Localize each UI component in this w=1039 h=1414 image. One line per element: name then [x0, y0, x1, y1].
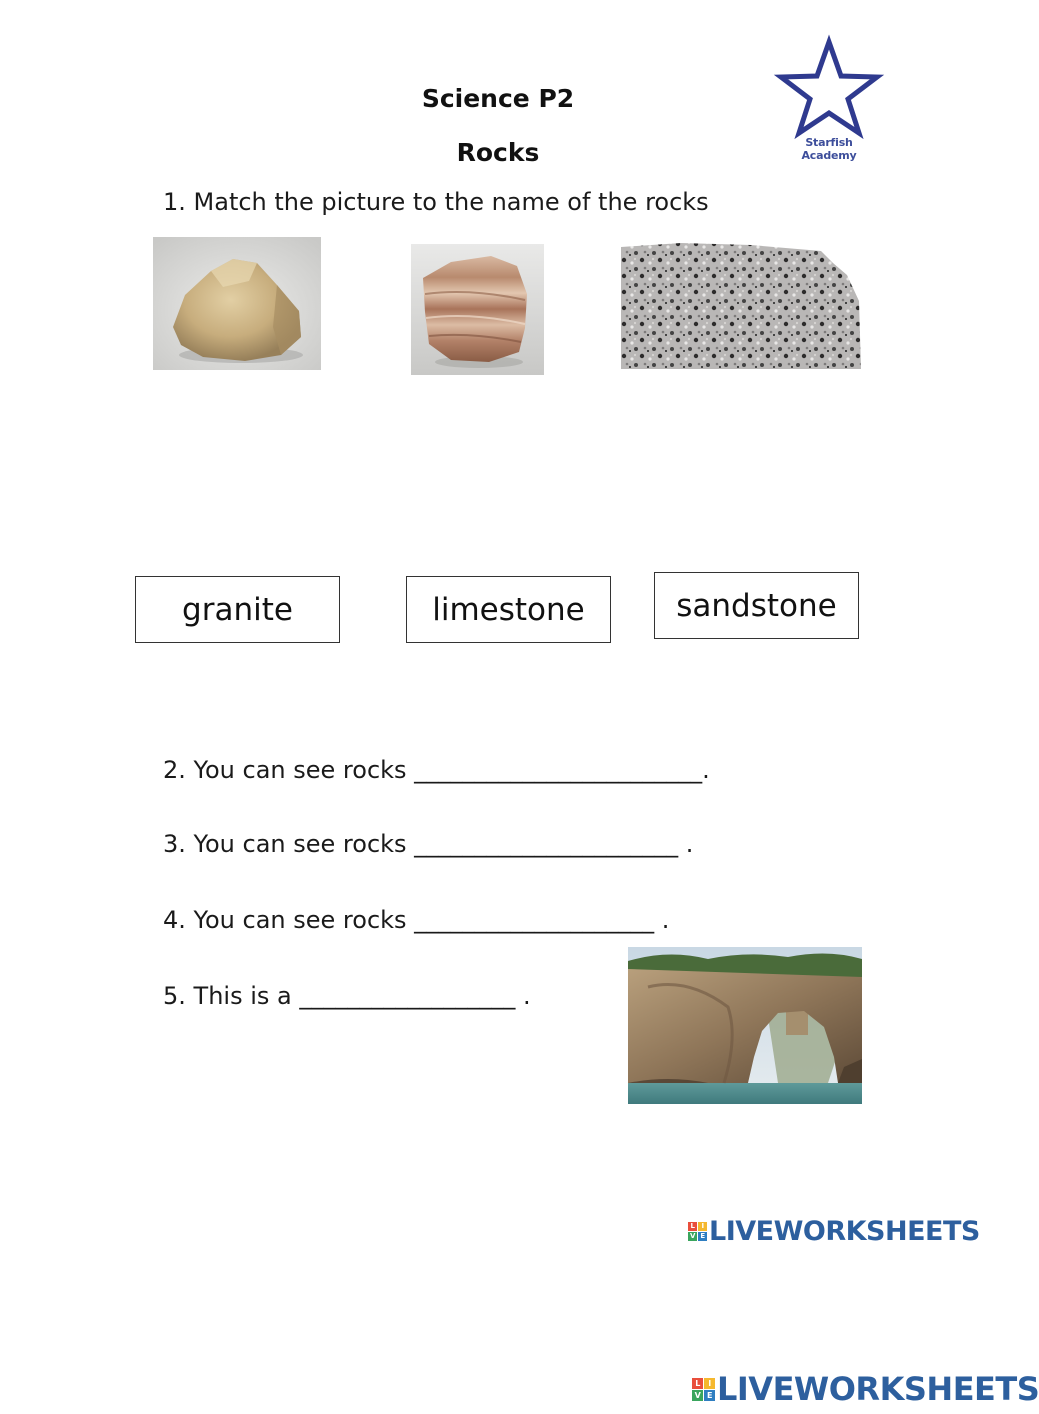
question-1: 1. Match the picture to the name of the rocks — [163, 188, 709, 216]
granite-rock-photo — [621, 241, 861, 371]
word-box-label: granite — [182, 591, 293, 628]
limestone-rock-photo — [411, 244, 544, 375]
question-5[interactable]: 5. This is a __________________ . — [163, 982, 531, 1010]
word-box-label: sandstone — [676, 587, 837, 624]
page-subtitle: Rocks — [456, 138, 540, 167]
word-box-label: limestone — [432, 591, 585, 628]
question-4[interactable]: 4. You can see rocks ____________________ . — [163, 906, 670, 934]
word-box-granite[interactable] — [135, 576, 340, 643]
starfish-academy-logo — [776, 36, 882, 162]
star-icon — [776, 36, 882, 136]
question-2[interactable]: 2. You can see rocks ________________________. — [163, 756, 710, 784]
liveworksheets-logo-footer — [692, 1370, 1039, 1408]
liveworksheets-text: LIVEWORKSHEETS — [709, 1216, 980, 1247]
liveworksheets-blocks-icon: L I V E — [688, 1222, 707, 1241]
logo-text: Starfish Academy — [801, 136, 857, 162]
liveworksheets-logo — [688, 1216, 980, 1247]
word-box-sandstone[interactable] — [654, 572, 859, 639]
sea-arch-photo — [628, 947, 862, 1104]
sandstone-rock-photo — [153, 237, 321, 370]
page-title: Science P2 — [421, 84, 575, 113]
liveworksheets-blocks-icon: L I V E — [692, 1378, 715, 1401]
liveworksheets-text: LIVEWORKSHEETS — [717, 1370, 1039, 1408]
question-3[interactable]: 3. You can see rocks ______________________ . — [163, 830, 694, 858]
word-box-limestone[interactable] — [406, 576, 611, 643]
